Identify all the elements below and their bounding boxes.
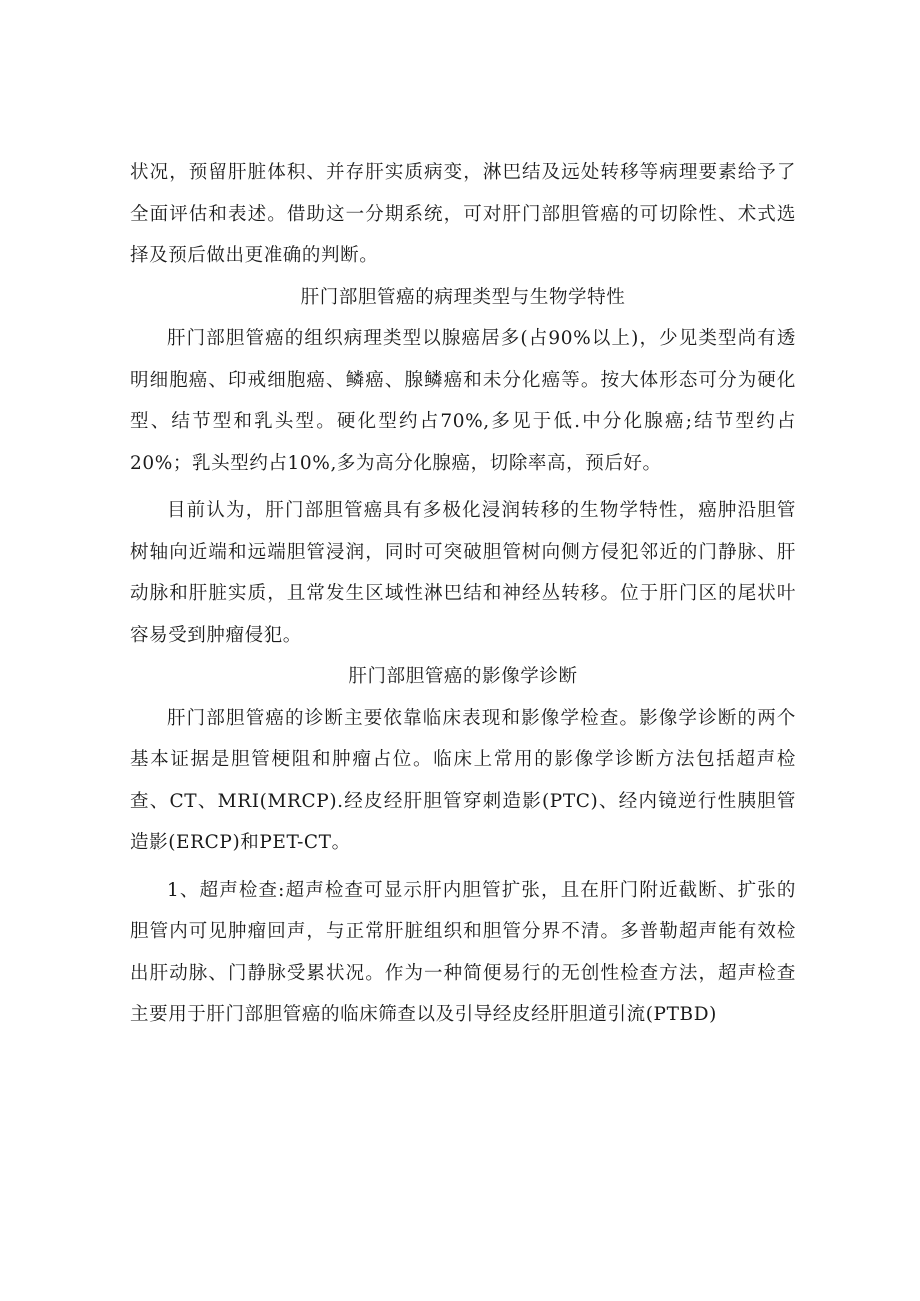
paragraph-pathology-types: 肝门部胆管癌的组织病理类型以腺癌居多(占90%以上)，少见类型尚有透明细胞癌、印戒细胞癌、鳞癌、腺鳞癌和未分化癌等。按大体形态可分为硬化型、结节型和乳头型。硬化型约占70%,多见于低.中分化腺癌;结节型约占20%；乳头型约占10%,多为高分化腺癌，切除率高，预后好。 xyxy=(130,328,796,474)
document-body xyxy=(130,152,796,1036)
section-heading-imaging: 肝门部胆管癌的影像学诊断 xyxy=(348,666,578,687)
section-heading-pathology: 肝门部胆管癌的病理类型与生物学特性 xyxy=(300,286,626,308)
paragraph-continued: 状况，预留肝脏体积、并存肝实质病变，淋巴结及远处转移等病理要素给予了全面评估和表述。借助这一分期系统，可对肝门部胆管癌的可切除性、术式选择及预后做出更准确的判断。 xyxy=(130,162,796,266)
paragraph-imaging-overview: 肝门部胆管癌的诊断主要依靠临床表现和影像学检查。影像学诊断的两个基本证据是胆管梗阻和肿瘤占位。临床上常用的影像学诊断方法包括超声检查、CT、MRI(MRCP).经皮经肝胆管穿刺造影(PTC)、经内镜逆行性胰胆管造影(ERCP)和PET-CT。 xyxy=(130,707,796,853)
paragraph-biological-features: 目前认为，肝门部胆管癌具有多极化浸润转移的生物学特性，癌肿沿胆管树轴向近端和远端胆管浸润，同时可突破胆管树向侧方侵犯邻近的门静脉、肝动脉和肝脏实质，且常发生区域性淋巴结和神经丛转移。位于肝门区的尾状叶容易受到肿瘤侵犯。 xyxy=(130,500,796,646)
paragraph-ultrasound: 1、超声检查:超声检查可显示肝内胆管扩张，且在肝门附近截断、扩张的胆管内可见肿瘤回声，与正常肝脏组织和胆管分界不清。多普勒超声能有效检出肝动脉、门静脉受累状况。作为一种简便易行的无创性检查方法，超声检查主要用于肝门部胆管癌的临床筛查以及引导经皮经肝胆道引流(PTBD) xyxy=(130,879,796,1025)
